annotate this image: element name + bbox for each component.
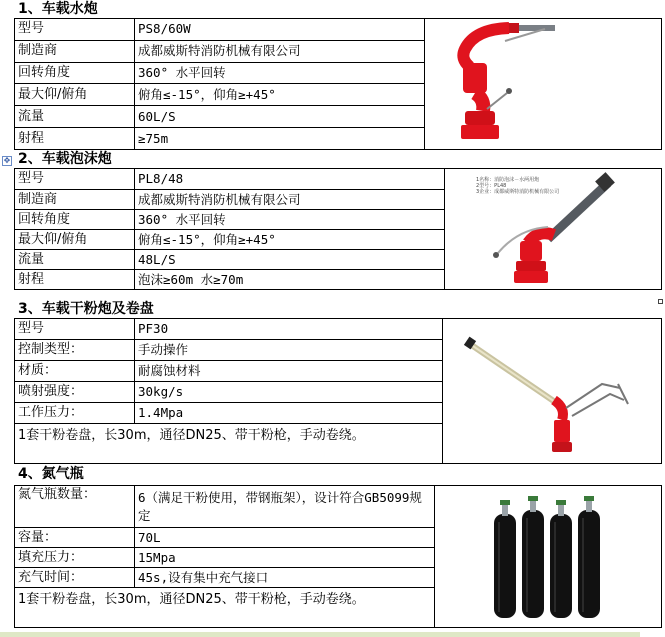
spec-label: 充气时间：: [15, 568, 135, 588]
spec-value: 45s,设有集中充气接口: [135, 568, 435, 588]
spec-label: 制造商: [15, 190, 135, 210]
image-caption-line: 1名称：消防泡沫－水两用炮: [476, 177, 540, 183]
page-footer-bar: [0, 632, 640, 637]
spec-label: 型号: [15, 19, 135, 41]
spec-label: 射程: [15, 128, 135, 150]
section-4-table: [14, 485, 662, 628]
spec-label: 最大仰/俯角: [15, 84, 135, 106]
dry-powder-cannon-image: [462, 322, 642, 460]
nitrogen-cylinders-image: [488, 492, 608, 622]
spec-label: 制造商: [15, 40, 135, 62]
spec-value: PS8/60W: [135, 19, 425, 41]
spec-label: 流量: [15, 106, 135, 128]
spec-label: 材质：: [15, 361, 135, 382]
reel-description: 1套干粉卷盘，长30m，通径DN25、带干粉枪，手动卷绕。: [15, 588, 435, 628]
nitrogen-cylinders-photo: [435, 486, 662, 628]
spec-label: 氮气瓶数量：: [15, 486, 135, 528]
section-3-heading: 3、车载干粉炮及卷盘: [18, 301, 154, 317]
spec-label: 控制类型：: [15, 340, 135, 361]
water-cannon-image: [425, 19, 575, 149]
dry-powder-cannon-photo: [443, 319, 662, 464]
image-caption-line: 2型号：PL48: [476, 183, 507, 189]
spec-value: 360° 水平回转: [135, 62, 425, 84]
spec-value: 30kg/s: [135, 382, 443, 403]
spec-value: 70L: [135, 528, 435, 548]
spec-value: 俯角≤-15°，仰角≥+45°: [135, 84, 425, 106]
spec-label: 射程: [15, 270, 135, 290]
section-3-table: [14, 318, 662, 464]
spec-label: 填充压力：: [15, 548, 135, 568]
spec-value: 成都威斯特消防机械有限公司: [135, 40, 425, 62]
spec-label: 容量：: [15, 528, 135, 548]
spec-value: 泡沫≥60m 水≥70m: [135, 270, 445, 290]
section-1-heading: 1、车载水炮: [18, 1, 98, 17]
spec-value: 成都威斯特消防机械有限公司: [135, 190, 445, 210]
spec-label: 工作压力：: [15, 403, 135, 424]
spec-value: PF30: [135, 319, 443, 340]
reel-description: 1套干粉卷盘，长30m，通径DN25、带干粉枪，手动卷绕。: [15, 424, 443, 464]
spec-label: 回转角度: [15, 62, 135, 84]
spec-label: 流量: [15, 250, 135, 270]
spec-value: 耐腐蚀材料: [135, 361, 443, 382]
image-caption-line: 3企业：成都威斯特消防机械有限公司: [476, 189, 560, 195]
spec-value: 360° 水平回转: [135, 210, 445, 230]
section-4-heading: 4、氮气瓶: [18, 466, 84, 482]
spec-value: 手动操作: [135, 340, 443, 361]
spec-label: 型号: [15, 319, 135, 340]
spec-value: 6（满足干粉使用，带钢瓶架），设计符合GB5099规定: [135, 486, 435, 528]
spec-value: 俯角≤-15°，仰角≥+45°: [135, 230, 445, 250]
foam-cannon-photo: [445, 169, 662, 290]
spec-label: 型号: [15, 169, 135, 190]
section-2-heading: 2、车载泡沫炮: [18, 151, 112, 167]
spec-value: PL8/48: [135, 169, 445, 190]
spec-value: 1.4Mpa: [135, 403, 443, 424]
spec-label: 最大仰/俯角: [15, 230, 135, 250]
water-cannon-photo: [425, 19, 662, 150]
spec-value: 15Mpa: [135, 548, 435, 568]
section-2-table: [14, 168, 662, 290]
spec-label: 喷射强度：: [15, 382, 135, 403]
spec-value: 48L/S: [135, 250, 445, 270]
spec-value: 60L/S: [135, 106, 425, 128]
table-move-icon[interactable]: ✥: [3, 156, 11, 165]
spec-label: 回转角度: [15, 210, 135, 230]
resize-handle-icon[interactable]: [658, 299, 663, 304]
spec-value: ≥75m: [135, 128, 425, 150]
section-1-table: [14, 18, 662, 150]
